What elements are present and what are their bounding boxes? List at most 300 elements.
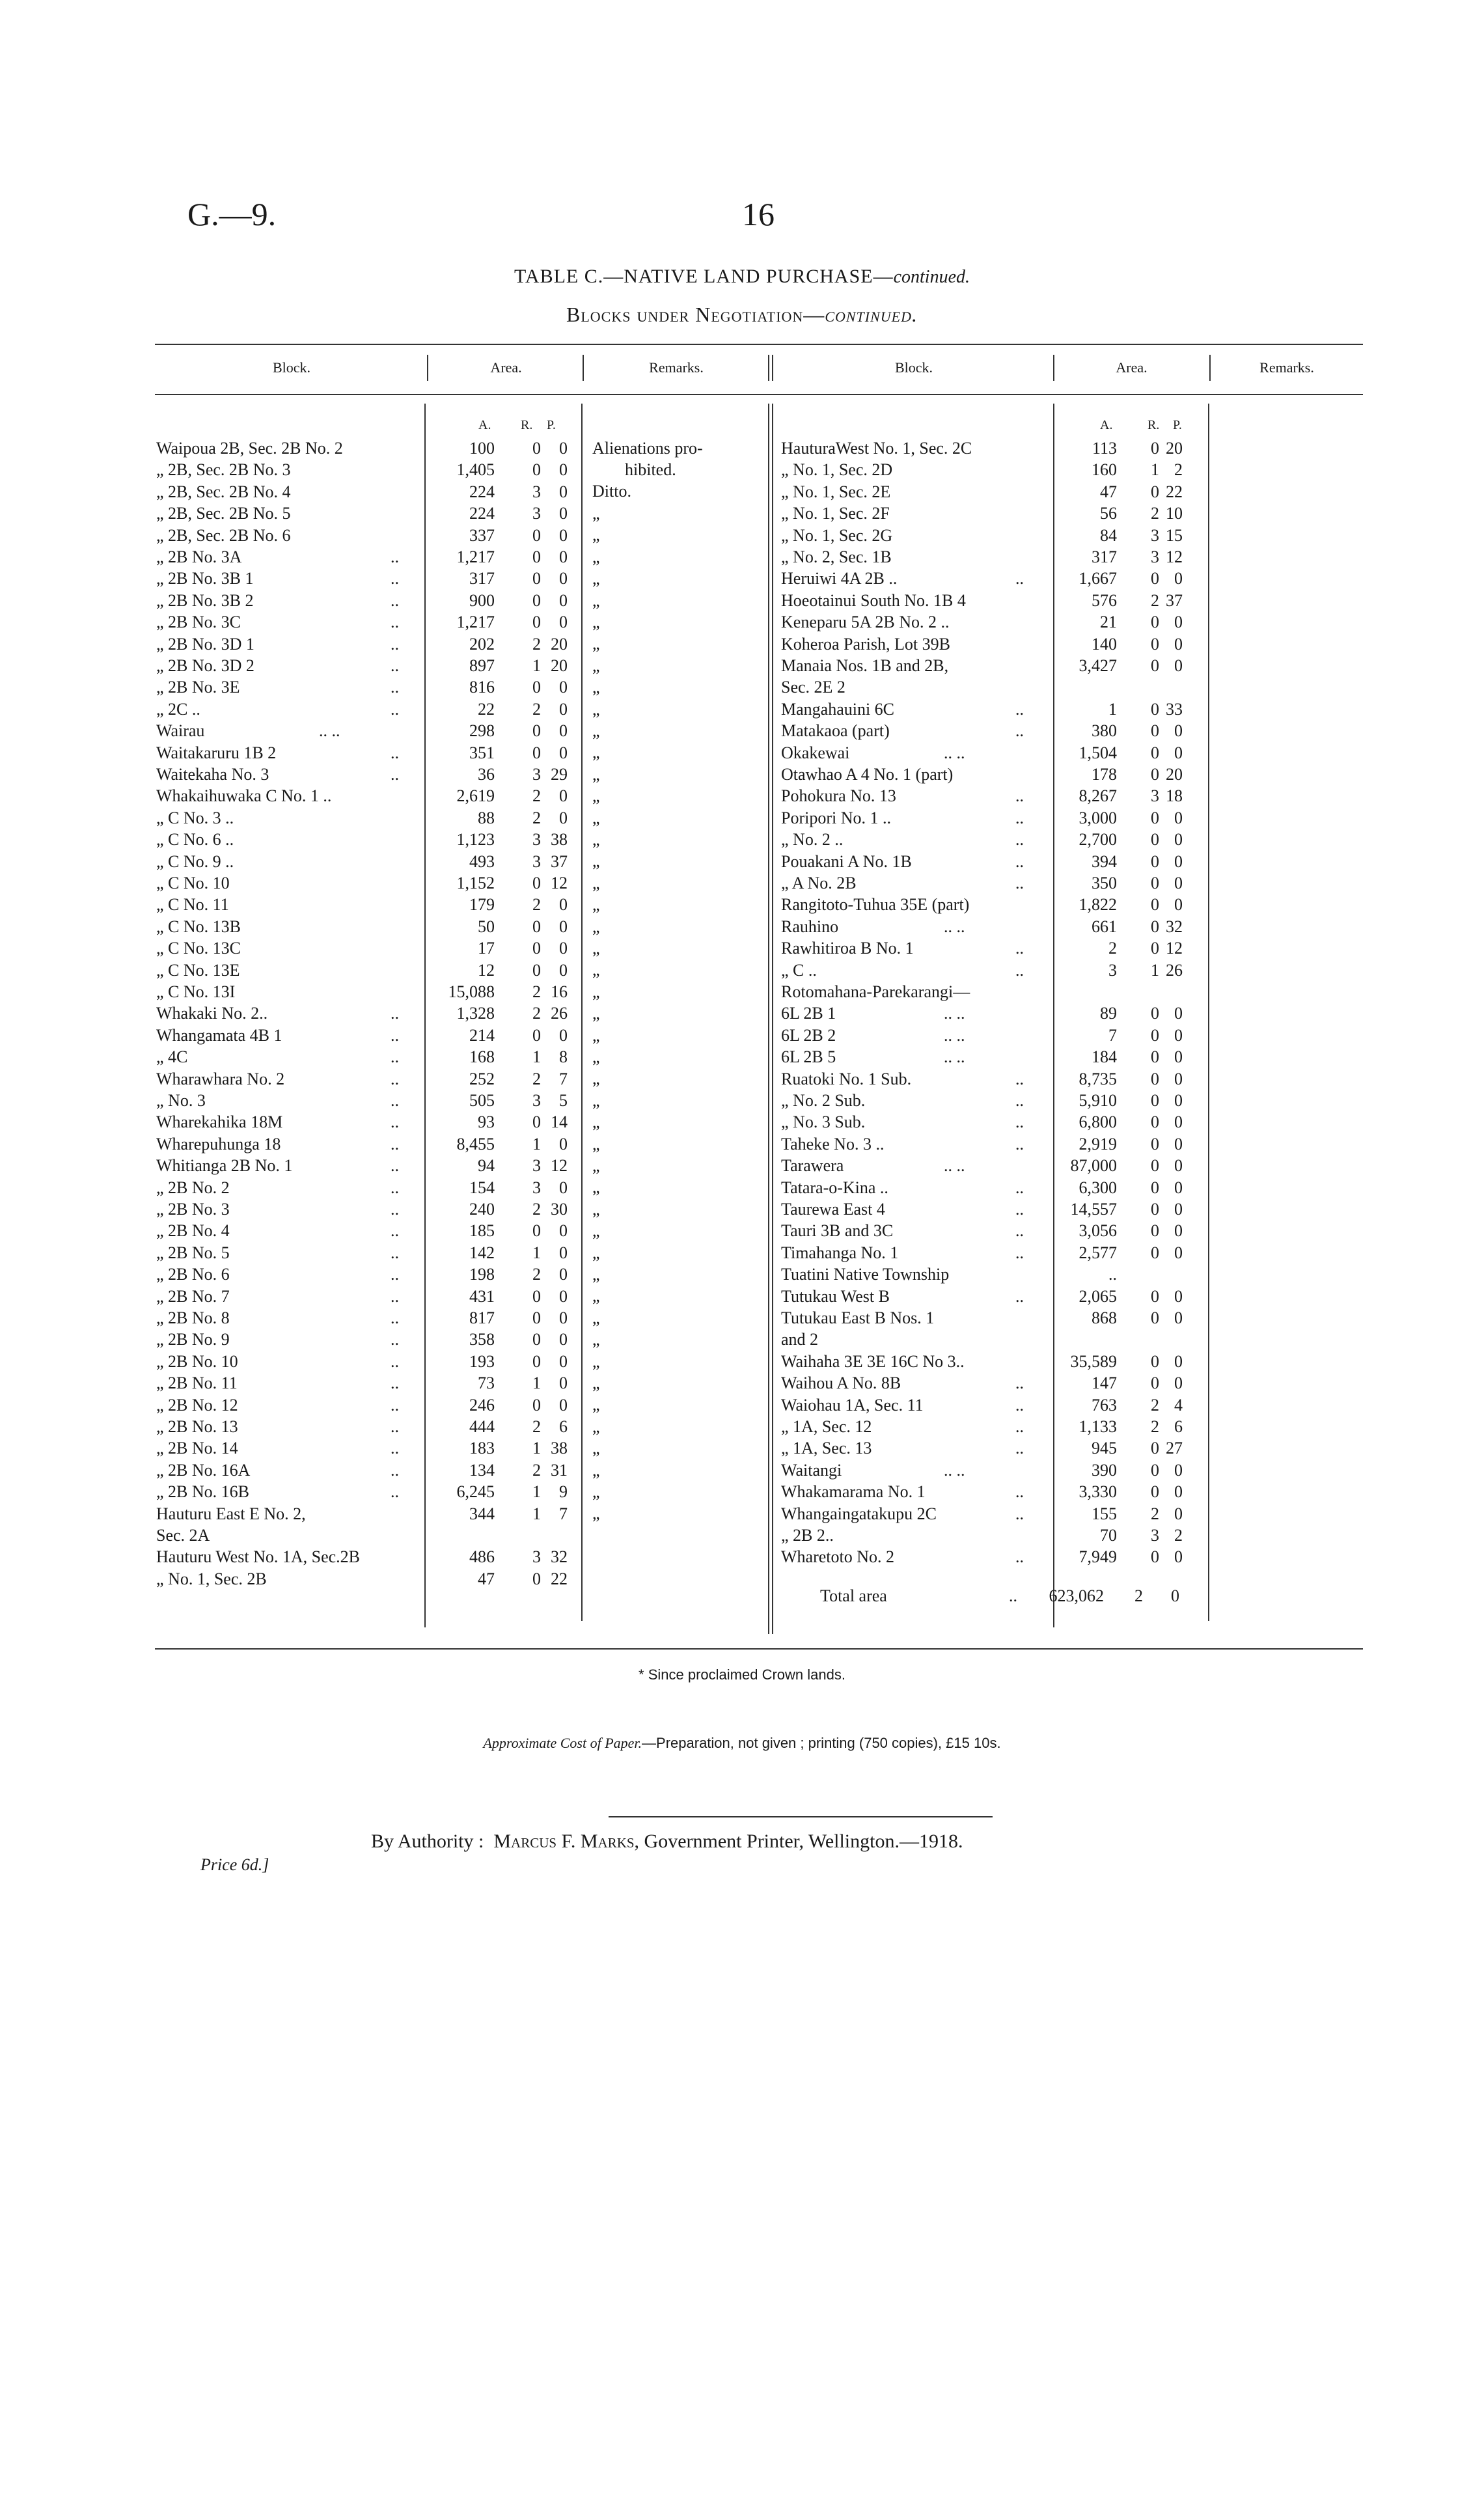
leader-dots: .. — [1015, 1547, 1024, 1566]
block-name: „ 2B No. 14 — [156, 1439, 238, 1457]
leader-dots: .. — [391, 569, 399, 588]
block-name: „ C No. 13I — [156, 982, 236, 1001]
area-acres: 193 — [469, 1352, 495, 1371]
area-perches: 4 — [1174, 1396, 1183, 1415]
area-perches: 0 — [559, 1265, 568, 1284]
leader-dots: .. — [1015, 1091, 1024, 1110]
ditto-mark: „ — [592, 1461, 600, 1480]
block-name: Whangaingatakupu 2C — [781, 1504, 937, 1523]
ditto-mark: „ — [592, 591, 600, 610]
leader-dots: .. — [1015, 830, 1024, 849]
area-perches: 0 — [1174, 1047, 1183, 1066]
area-perches: 2 — [1174, 460, 1183, 479]
leader-dots: .. — [1015, 1374, 1024, 1392]
leader-dots: .. — [391, 1070, 399, 1088]
leader-dots: .. — [1015, 874, 1024, 892]
table-row — [156, 1155, 568, 1176]
block-name: „ 2B No. 3D 2 — [156, 656, 254, 675]
area-perches: 30 — [551, 1200, 568, 1219]
block-name: Poripori No. 1 .. — [781, 808, 891, 827]
block-name: Keneparu 5A 2B No. 2 .. — [781, 613, 950, 631]
block-name: „ No. 1, Sec. 2F — [781, 504, 890, 523]
ditto-mark: „ — [592, 1221, 600, 1240]
table-row — [156, 742, 568, 764]
area-roods: 0 — [532, 1352, 541, 1371]
leader-dots: .. — [391, 1374, 399, 1392]
area-perches: 0 — [559, 569, 568, 588]
area-perches: 0 — [559, 1352, 568, 1371]
area-perches: 27 — [1166, 1439, 1183, 1457]
block-name: Sec. 2E 2 — [781, 678, 845, 697]
price: Price 6d.] — [200, 1855, 269, 1874]
area-perches: 0 — [1174, 1004, 1183, 1023]
table-row — [781, 1525, 1183, 1546]
table-row — [781, 1046, 1183, 1068]
area-roods: 0 — [1151, 1004, 1159, 1023]
area-perches: 20 — [1166, 439, 1183, 458]
table-row — [156, 764, 568, 785]
area-acres: 17 — [478, 939, 495, 958]
area-perches: 0 — [1174, 1135, 1183, 1153]
area-perches: 0 — [559, 786, 568, 805]
table-row — [156, 960, 568, 981]
area-perches: 32 — [1166, 917, 1183, 936]
table-row — [156, 1264, 568, 1285]
area-acres: 1,328 — [456, 1004, 495, 1023]
area-acres: 147 — [1092, 1374, 1117, 1392]
area-roods: 3 — [1151, 547, 1159, 566]
area-acres: 945 — [1092, 1439, 1117, 1457]
block-name: „ 2B, Sec. 2B No. 3 — [156, 460, 291, 479]
area-perches: 31 — [551, 1461, 568, 1480]
table-row — [781, 1459, 1183, 1481]
area-roods: 2 — [532, 1200, 541, 1219]
block-name: Waitakaruru 1B 2 — [156, 743, 277, 762]
area-acres: 240 — [469, 1200, 495, 1219]
block-name: „ 2B No. 3 — [156, 1200, 230, 1219]
area-perches: 9 — [559, 1482, 568, 1501]
area-roods: 0 — [532, 1287, 541, 1306]
area-acres: 2,619 — [456, 786, 495, 805]
area-roods: 0 — [1151, 1178, 1159, 1197]
area-acres: 185 — [469, 1221, 495, 1240]
header-area-right: Area. — [1116, 359, 1147, 376]
area-roods: 2 — [1151, 1396, 1159, 1415]
ditto-mark: „ — [592, 830, 600, 849]
table-row — [781, 981, 1054, 1002]
total-roods: 2 — [1134, 1586, 1143, 1605]
table-row — [156, 1568, 568, 1590]
area-acres: 93 — [478, 1112, 495, 1131]
area-roods: 0 — [1151, 635, 1159, 654]
area-roods: 1 — [532, 1482, 541, 1501]
leader-dots: .. — [391, 1178, 399, 1197]
block-name: Tutukau West B — [781, 1287, 890, 1306]
block-name: 6L 2B 1 — [781, 1004, 836, 1023]
area-roods: 0 — [1151, 1287, 1159, 1306]
header-divider — [1053, 355, 1054, 381]
block-name: „ 2B No. 3E — [156, 678, 240, 697]
area-perches: 0 — [1174, 1200, 1183, 1219]
area-perches: 0 — [559, 678, 568, 697]
block-name: Tutukau East B Nos. 1 — [781, 1308, 935, 1327]
area-perches: 0 — [1174, 874, 1183, 892]
leader-dots: .. .. — [944, 1004, 965, 1023]
table-row — [781, 1546, 1183, 1568]
leader-dots: .. — [1015, 1243, 1024, 1262]
table-row — [156, 611, 568, 633]
area-roods: 0 — [1151, 939, 1159, 958]
leader-dots: .. — [391, 1265, 399, 1284]
block-name: „ No. 1, Sec. 2B — [156, 1569, 267, 1588]
leader-dots: .. — [391, 1135, 399, 1153]
ditto-mark: „ — [592, 1156, 600, 1175]
area-acres: 14,557 — [1070, 1200, 1117, 1219]
ditto-mark: „ — [592, 808, 600, 827]
block-name: Mangahauini 6C — [781, 700, 895, 719]
block-name: „ 2B No. 16B — [156, 1482, 249, 1501]
block-name: Hauturu East E No. 2, — [156, 1504, 306, 1523]
table-row — [156, 1546, 568, 1568]
area-roods: 3 — [532, 765, 541, 784]
table-bottom-rule — [155, 1648, 1363, 1650]
ditto-mark: „ — [592, 1069, 600, 1088]
area-perches: 0 — [559, 700, 568, 719]
ditto-mark: „ — [592, 1178, 600, 1196]
leader-dots: .. — [1015, 1221, 1024, 1240]
area-acres: 351 — [469, 743, 495, 762]
table-row — [156, 698, 568, 720]
table-row — [156, 916, 568, 937]
leader-dots: .. — [391, 1352, 399, 1371]
ditto-mark: „ — [592, 1200, 600, 1219]
block-name: „ C No. 10 — [156, 874, 230, 892]
ditto-mark: „ — [592, 1330, 600, 1349]
area-acres: 246 — [469, 1396, 495, 1415]
area-perches: 0 — [1174, 613, 1183, 631]
area-perches: 22 — [1166, 482, 1183, 501]
area-perches: 26 — [1166, 961, 1183, 980]
table-row — [781, 1351, 1183, 1372]
header-bottom-rule — [155, 394, 1363, 395]
area-acres: 179 — [469, 895, 495, 914]
table-row — [156, 1133, 568, 1155]
leader-dots: .. — [391, 1091, 399, 1110]
leader-dots: .. .. — [944, 1026, 965, 1045]
area-acres: 22 — [478, 700, 495, 719]
header-remarks-right: Remarks. — [1259, 359, 1314, 376]
table-title: TABLE C.—NATIVE LAND PURCHASE—continued. — [514, 266, 970, 287]
area-roods: 0 — [1151, 917, 1159, 936]
area-perches: 7 — [559, 1070, 568, 1088]
area-perches: 0 — [1174, 721, 1183, 740]
block-name: „ 2C .. — [156, 700, 200, 719]
leader-dots: .. — [391, 591, 399, 610]
area-acres: 87,000 — [1070, 1156, 1117, 1175]
leader-dots: .. — [391, 1330, 399, 1349]
unit-roods: R. — [521, 418, 533, 432]
area-acres: 88 — [478, 808, 495, 827]
leader-dots: .. — [1015, 1070, 1024, 1088]
area-roods: 0 — [1151, 1156, 1159, 1175]
area-acres: 444 — [469, 1417, 495, 1436]
block-name: Taheke No. 3 .. — [781, 1135, 885, 1153]
leader-dots: .. — [391, 765, 399, 784]
table-row — [781, 1416, 1183, 1437]
area-perches: 0 — [559, 613, 568, 631]
area-roods: 0 — [1151, 439, 1159, 458]
area-acres: 1,217 — [456, 547, 495, 566]
area-acres: 224 — [469, 482, 495, 501]
page-number: 16 — [742, 196, 775, 232]
area-perches: 0 — [1174, 1504, 1183, 1523]
table-row — [781, 546, 1183, 568]
area-acres: 317 — [1092, 547, 1117, 566]
block-name: „ C .. — [781, 961, 817, 980]
header-divider — [772, 355, 773, 381]
table-row — [781, 1155, 1183, 1176]
leader-dots: .. — [391, 743, 399, 762]
area-roods: 0 — [1151, 830, 1159, 849]
block-name: „ C No. 9 .. — [156, 852, 234, 871]
area-acres: 817 — [469, 1308, 495, 1327]
area-roods: 1 — [532, 1135, 541, 1153]
area-perches: 0 — [1174, 656, 1183, 675]
ditto-mark: „ — [592, 721, 600, 740]
area-acres: 486 — [469, 1547, 495, 1566]
block-name: 6L 2B 2 — [781, 1026, 836, 1045]
area-acres: 6,300 — [1079, 1178, 1117, 1197]
area-acres: 202 — [469, 635, 495, 654]
area-perches: 0 — [559, 808, 568, 827]
area-acres: 84 — [1100, 526, 1117, 545]
area-roods: 0 — [532, 1221, 541, 1240]
area-roods: 2 — [532, 700, 541, 719]
block-name: „ No. 1, Sec. 2E — [781, 482, 891, 501]
area-roods: 2 — [532, 808, 541, 827]
area-perches: 0 — [559, 1330, 568, 1349]
area-perches: 0 — [559, 917, 568, 936]
area-roods: 0 — [532, 1569, 541, 1588]
leader-dots: .. — [1015, 1135, 1024, 1153]
block-name: Tuatini Native Township — [781, 1265, 950, 1284]
table-row — [156, 894, 568, 915]
area-perches: 0 — [1174, 1547, 1183, 1566]
ditto-mark: „ — [592, 786, 600, 805]
area-perches: 0 — [559, 504, 568, 523]
area-acres: 493 — [469, 852, 495, 871]
area-acres: 214 — [469, 1026, 495, 1045]
ditto-mark: „ — [592, 1243, 600, 1262]
table-row — [781, 1286, 1183, 1307]
leader-dots: .. — [1015, 1200, 1024, 1219]
block-name: Whakaihuwaka C No. 1 .. — [156, 786, 332, 805]
block-name: „ 2B No. 2 — [156, 1178, 230, 1197]
leader-dots: .. — [391, 1396, 399, 1415]
area-roods: 2 — [532, 1461, 541, 1480]
table-row — [781, 568, 1183, 589]
table-row — [156, 807, 568, 829]
area-perches: 33 — [1166, 700, 1183, 719]
table-row — [156, 568, 568, 589]
area-perches: 0 — [559, 1308, 568, 1327]
total-row — [781, 1585, 1211, 1607]
table-row — [781, 1198, 1183, 1220]
ditto-mark: „ — [592, 504, 600, 523]
remark: hibited. — [625, 460, 676, 479]
area-roods: 0 — [1151, 852, 1159, 871]
table-row — [781, 1025, 1183, 1046]
area-perches: 16 — [551, 982, 568, 1001]
area-roods: 0 — [532, 721, 541, 740]
block-name: „ 2B No. 4 — [156, 1221, 230, 1240]
block-name: „ 4C — [156, 1047, 188, 1066]
area-perches: 0 — [1174, 1461, 1183, 1480]
area-perches: 0 — [559, 482, 568, 501]
area-roods: 1 — [532, 1243, 541, 1262]
area-perches: 0 — [1174, 1308, 1183, 1327]
table-row — [156, 525, 568, 546]
block-name: Waihou A No. 8B — [781, 1374, 901, 1392]
area-roods: 0 — [532, 939, 541, 958]
table-row — [156, 503, 568, 524]
area-acres: 3,000 — [1079, 808, 1117, 827]
area-acres: 6,800 — [1079, 1112, 1117, 1131]
unit-acres: A. — [1100, 418, 1113, 432]
leader-dots: .. — [1015, 1482, 1024, 1501]
table-row — [156, 1286, 568, 1307]
table-row — [781, 1090, 1183, 1111]
area-acres: 1,152 — [456, 874, 495, 892]
block-name: Whitianga 2B No. 1 — [156, 1156, 293, 1175]
area-acres: 3,330 — [1079, 1482, 1117, 1501]
area-acres: 317 — [469, 569, 495, 588]
block-name: „ 2B No. 7 — [156, 1287, 230, 1306]
leader-dots: .. — [1015, 569, 1024, 588]
table-row — [781, 807, 1183, 829]
area-acres: 7 — [1108, 1026, 1117, 1045]
block-name: Wharetoto No. 2 — [781, 1547, 895, 1566]
ditto-mark: „ — [592, 1265, 600, 1284]
ditto-mark: „ — [592, 613, 600, 631]
table-row — [781, 742, 1183, 764]
column-divider — [772, 404, 773, 1634]
area-roods: 0 — [532, 526, 541, 545]
table-row — [156, 1416, 568, 1437]
table-row — [156, 1220, 568, 1241]
area-roods: 0 — [1151, 743, 1159, 762]
area-roods: 3 — [1151, 786, 1159, 805]
table-row — [156, 437, 568, 459]
area-perches: 0 — [559, 439, 568, 458]
leader-dots: .. — [1015, 808, 1024, 827]
area-perches: 0 — [559, 743, 568, 762]
footnote: * Since proclaimed Crown lands. — [639, 1666, 845, 1683]
area-acres: 89 — [1100, 1004, 1117, 1023]
leader-dots: .. — [1015, 1439, 1024, 1457]
area-roods: 0 — [532, 1396, 541, 1415]
area-perches: 0 — [1174, 830, 1183, 849]
area-perches: 38 — [551, 1439, 568, 1457]
table-row — [781, 785, 1183, 807]
unit-perches: P. — [547, 418, 556, 432]
block-name: Rawhitiroa B No. 1 — [781, 939, 914, 958]
area-perches: 32 — [551, 1547, 568, 1566]
area-acres: 94 — [478, 1156, 495, 1175]
area-roods: 0 — [1151, 1482, 1159, 1501]
area-perches: 12 — [551, 874, 568, 892]
area-roods: 0 — [532, 591, 541, 610]
table-row — [156, 590, 568, 611]
table-row — [156, 1111, 568, 1133]
area-acres: 168 — [469, 1047, 495, 1066]
area-acres: 337 — [469, 526, 495, 545]
area-acres: 763 — [1092, 1396, 1117, 1415]
area-roods: 0 — [532, 961, 541, 980]
area-acres: 897 — [469, 656, 495, 675]
header-divider — [1209, 355, 1211, 381]
area-perches: 0 — [1174, 743, 1183, 762]
block-name: „ No. 2 .. — [781, 830, 844, 849]
table-row — [781, 525, 1183, 546]
table-row-continuation — [781, 1329, 1054, 1350]
leader-dots: .. — [1015, 1287, 1024, 1306]
block-name: „ No. 1, Sec. 2D — [781, 460, 893, 479]
ditto-mark: „ — [592, 1374, 600, 1392]
ditto-mark: „ — [592, 1004, 600, 1023]
leader-dots: .. — [1015, 852, 1024, 871]
area-roods: 0 — [1151, 1352, 1159, 1371]
area-acres: 2 — [1108, 939, 1117, 958]
area-roods: 0 — [1151, 808, 1159, 827]
area-perches: 0 — [1174, 1070, 1183, 1088]
block-name: „ C No. 3 .. — [156, 808, 234, 827]
table-row — [156, 481, 568, 503]
header-block-left: Block. — [272, 359, 311, 376]
area-roods: 3 — [532, 1091, 541, 1110]
ditto-mark: „ — [592, 874, 600, 892]
block-name: and 2 — [781, 1330, 819, 1349]
area-acres: 8,267 — [1079, 786, 1117, 805]
area-acres: 505 — [469, 1091, 495, 1110]
area-roods: 3 — [1151, 1526, 1159, 1545]
area-acres: 3,056 — [1079, 1221, 1117, 1240]
ditto-mark: „ — [592, 1308, 600, 1327]
ditto-mark: „ — [592, 569, 600, 588]
ditto-mark: „ — [592, 1439, 600, 1457]
area-acres: 6,245 — [456, 1482, 495, 1501]
table-row — [156, 1503, 568, 1525]
table-row — [156, 655, 568, 676]
table-row — [781, 960, 1183, 981]
area-perches: 0 — [1174, 1026, 1183, 1045]
area-perches: 0 — [559, 939, 568, 958]
area-roods: 1 — [532, 1374, 541, 1392]
area-roods: 2 — [532, 895, 541, 914]
area-perches: 20 — [551, 635, 568, 654]
area-perches: 22 — [551, 1569, 568, 1588]
area-roods: 3 — [1151, 526, 1159, 545]
block-name: „ 2B 2.. — [781, 1526, 834, 1545]
table-row — [156, 1068, 568, 1090]
block-name: Otawhao A 4 No. 1 (part) — [781, 765, 954, 784]
leader-dots: .. — [1015, 1417, 1024, 1436]
table-row — [156, 937, 568, 959]
area-roods: 0 — [532, 917, 541, 936]
area-perches: 10 — [1166, 504, 1183, 523]
area-acres: 1,667 — [1079, 569, 1117, 588]
block-name: Tauri 3B and 3C — [781, 1221, 894, 1240]
